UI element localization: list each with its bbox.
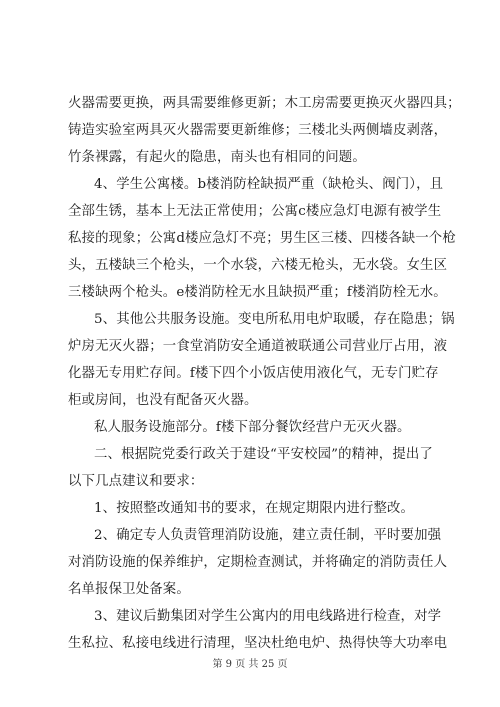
text-line: 对消防设施的保养维护，定期检查测试，并将确定的消防责任人 — [68, 555, 448, 570]
text-line: 私人服务设施部分。f楼下部分餐饮经营户无灭火器。 — [94, 420, 411, 435]
text-line: 1、按照整改通知书的要求，在规定期限内进行整改。 — [94, 501, 415, 516]
page-footer: 第 9 页 共 25 页 — [212, 659, 288, 670]
text-line: 名单报保卫处备案。 — [68, 582, 190, 597]
text-line: 4、学生公寓楼。b楼消防栓缺损严重（缺枪头、阀门），且 — [94, 177, 444, 192]
text-line: 竹条裸露，有起火的隐患，南头也有相同的问题。 — [68, 150, 366, 165]
text-line: 炉房无灭火器；一食堂消防安全通道被联通公司营业厅占用，液 — [68, 339, 448, 354]
text-line: 5、其他公共服务设施。变电所私用电炉取暖，存在隐患；锅 — [94, 312, 455, 327]
text-line: 铸造实验室两具灭火器需要更新维修；三楼北头两侧墙皮剥落， — [68, 123, 448, 138]
text-line: 私接的现象；公寓d楼应急灯不亮；男生区三楼、四楼各缺一个枪 — [68, 231, 456, 246]
text-line: 三楼缺两个枪头。e楼消防栓无水且缺损严重；f楼消防栓无水。 — [68, 285, 447, 300]
text-line: 生私拉、私接电线进行清理，坚决杜绝电炉、热得快等大功率电 — [68, 636, 448, 651]
text-line: 二、根据院党委行政关于建设“平安校园”的精神，提出了 — [94, 447, 433, 462]
text-line: 柜或房间，也没有配备灭火器。 — [68, 393, 258, 408]
text-line: 火器需要更换，两具需要维修更新；木工房需要更换灭火器四具； — [68, 96, 461, 111]
text-line: 全部生锈，基本上无法正常使用；公寓c楼应急灯电源有被学生 — [68, 204, 442, 219]
text-line: 2、确定专人负责管理消防设施，建立责任制，平时要加强 — [94, 528, 442, 543]
text-line: 以下几点建议和要求： — [68, 474, 204, 489]
text-line: 3、建议后勤集团对学生公寓内的用电线路进行检查，对学 — [94, 609, 442, 624]
text-line: 化器无专用贮存间。f楼下四个小饭店使用液化气，无专门贮存 — [68, 366, 439, 381]
text-line: 头，五楼缺三个枪头，一个水袋，六楼无枪头，无水袋。女生区 — [68, 258, 448, 273]
document-body — [68, 90, 461, 657]
